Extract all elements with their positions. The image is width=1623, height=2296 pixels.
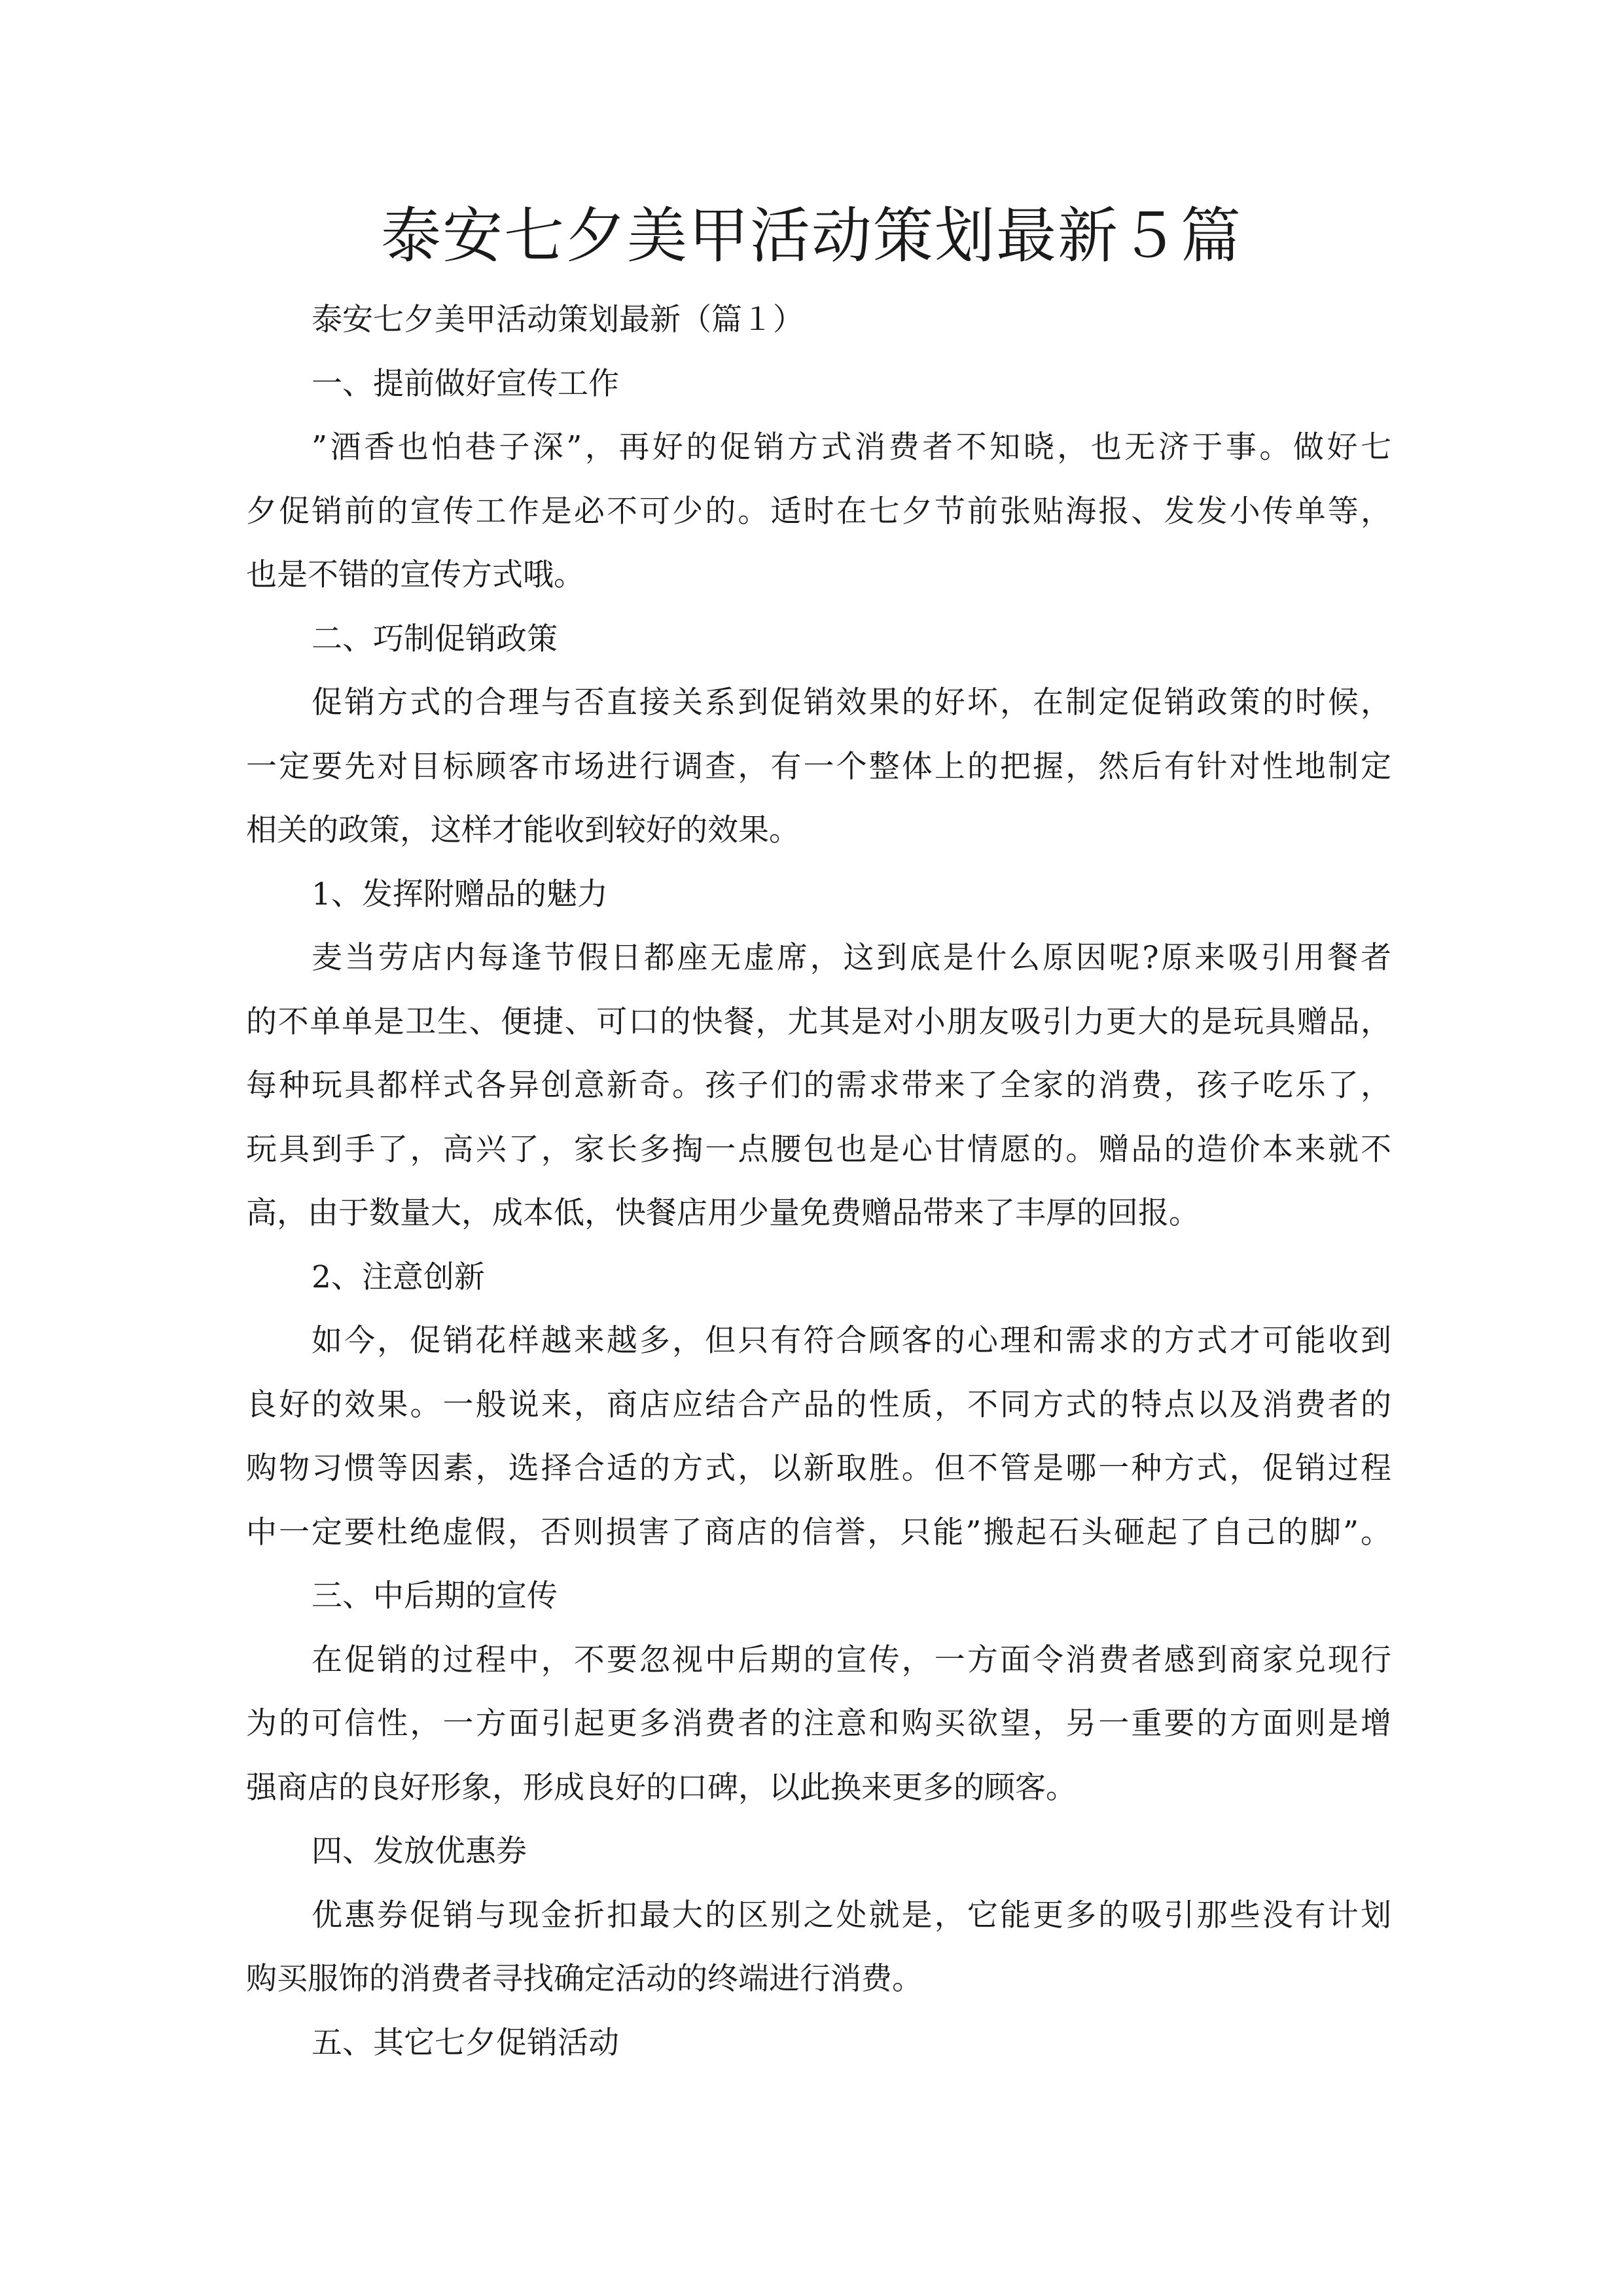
paragraph-line: 的不单单是卫生、便捷、可口的快餐，尤其是对小朋友吸引力更大的是玩具赠品， <box>246 1003 1391 1040</box>
paragraph-line: 在促销的过程中，不要忽视中后期的宣传，一方面令消费者感到商家兑现行 <box>312 1641 1391 1678</box>
paragraph-line: 中一定要杜绝虚假，否则损害了商店的信誉，只能”搬起石头砸起了自己的脚”。 <box>246 1514 1391 1551</box>
paragraph-line: 为的可信性，一方面引起更多消费者的注意和购买欲望，另一重要的方面则是增 <box>246 1706 1391 1742</box>
paragraph-line: 购物习惯等因素，选择合适的方式，以新取胜。但不管是哪一种方式，促销过程 <box>246 1450 1391 1486</box>
section-heading: 二、巧制促销政策 <box>312 620 558 657</box>
paragraph-line: 也是不错的宣传方式哦。 <box>246 557 584 593</box>
document-body <box>246 288 1391 2075</box>
paragraph-line: 相关的政策，这样才能收到较好的效果。 <box>246 812 800 848</box>
paragraph-line: 优惠券促销与现金折扣最大的区别之处就是，它能更多的吸引那些没有计划 <box>312 1897 1391 1933</box>
page-title: 泰安七夕美甲活动策划最新５篇 <box>380 201 1242 271</box>
paragraph-line: 促销方式的合理与否直接关系到促销效果的好坏，在制定促销政策的时候， <box>312 685 1391 721</box>
paragraph-line: 良好的效果。一般说来，商店应结合产品的性质，不同方式的特点以及消费者的 <box>246 1386 1391 1423</box>
paragraph-line: 强商店的良好形象，形成良好的口碑，以此换来更多的顾客。 <box>246 1769 1077 1806</box>
subtitle: 泰安七夕美甲活动策划最新（篇１） <box>312 302 804 338</box>
paragraph-line: 麦当劳店内每逢节假日都座无虚席，这到底是什么原因呢?原来吸引用餐者 <box>312 940 1391 976</box>
paragraph-line: 一定要先对目标顾客市场进行调查，有一个整体上的把握，然后有针对性地制定 <box>246 748 1391 785</box>
section-heading: 一、提前做好宣传工作 <box>312 365 619 402</box>
paragraph-line: 夕促销前的宣传工作是必不可少的。适时在七夕节前张贴海报、发发小传单等， <box>246 493 1391 529</box>
paragraph-line: 每种玩具都样式各异创意新奇。孩子们的需求带来了全家的消费，孩子吃乐了， <box>246 1067 1391 1103</box>
paragraph-line: ”酒香也怕巷子深”，再好的促销方式消费者不知晓，也无济于事。做好七 <box>312 429 1391 465</box>
paragraph-line: 玩具到手了，高兴了，家长多掏一点腰包也是心甘情愿的。赠品的造价本来就不 <box>246 1131 1391 1168</box>
paragraph-line: 购买服饰的消费者寻找确定活动的终端进行消费。 <box>246 1961 923 1997</box>
subsection-heading: 2、注意创新 <box>312 1259 485 1295</box>
section-heading: 四、发放优惠券 <box>312 1833 527 1869</box>
section-heading: 五、其它七夕促销活动 <box>312 2024 619 2061</box>
section-heading: 三、中后期的宣传 <box>312 1578 558 1614</box>
paragraph-line: 高，由于数量大，成本低，快餐店用少量免费赠品带来了丰厚的回报。 <box>246 1195 1200 1231</box>
paragraph-line: 如今，促销花样越来越多，但只有符合顾客的心理和需求的方式才可能收到 <box>312 1323 1391 1359</box>
subsection-heading: 1、发挥附赠品的魅力 <box>312 876 608 912</box>
